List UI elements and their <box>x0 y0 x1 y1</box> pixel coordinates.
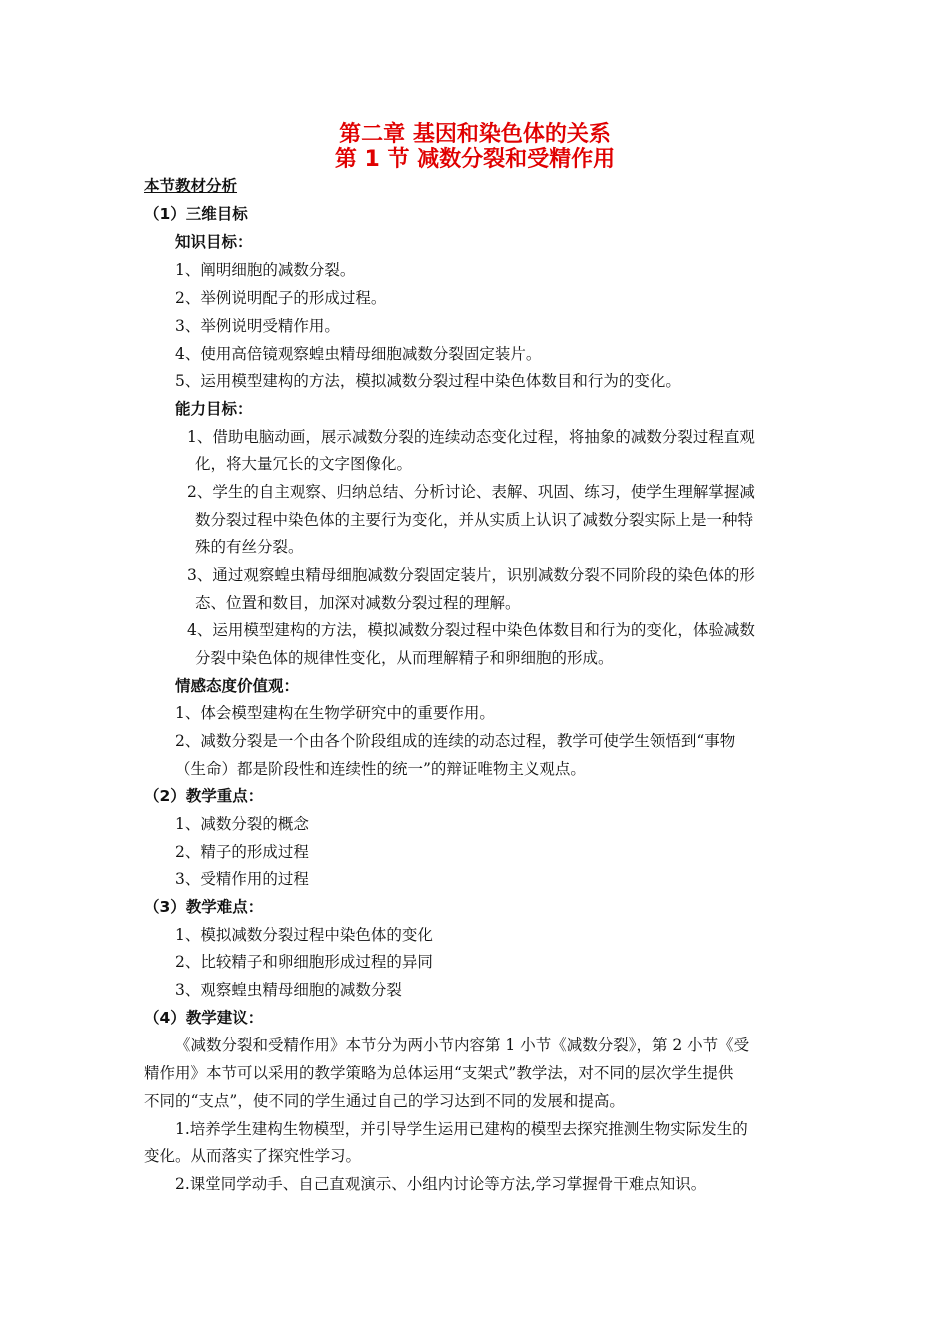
ability-text-line: 4、运用模型建构的方法，模拟减数分裂过程中染色体数目和行为的变化，体验减数 <box>187 621 755 639</box>
knowledge-item: 5、运用模型建构的方法，模拟减数分裂过程中染色体数目和行为的变化。 <box>175 372 681 390</box>
ability-text-line: 殊的有丝分裂。 <box>195 538 304 556</box>
suggestion-text-line: 《减数分裂和受精作用》本节分为两小节内容第 1 小节《减数分裂》，第 2 小节《受 <box>175 1036 750 1054</box>
suggestion-text-line: 1.培养学生建构生物模型，并引导学生运用已建构的模型去探究推测生物实际发生的 <box>175 1120 748 1138</box>
key-points-heading: （2）教学重点： <box>144 787 264 805</box>
ability-text-line: 2、学生的自主观察、归纳总结、分析讨论、表解、巩固、练习，使学生理解掌握减 <box>187 483 755 501</box>
ability-text-line: 化，将大量冗长的文字图像化。 <box>195 455 413 473</box>
suggestions-heading: （4）教学建议： <box>144 1009 264 1027</box>
key-point-item: 2、精子的形成过程 <box>175 843 309 861</box>
goals-heading: （1）三维目标 <box>144 205 248 223</box>
ability-goals-label: 能力目标： <box>175 400 253 418</box>
ability-text-line: 态、位置和数目，加深对减数分裂过程的理解。 <box>195 594 521 612</box>
ability-text-line: 分裂中染色体的规律性变化，从而理解精子和卵细胞的形成。 <box>195 649 614 667</box>
difficulties-heading: （3）教学难点： <box>144 898 264 916</box>
knowledge-item: 3、举例说明受精作用。 <box>175 317 340 335</box>
difficulty-item: 3、观察蝗虫精母细胞的减数分裂 <box>175 981 402 999</box>
ability-text-line: 3、通过观察蝗虫精母细胞减数分裂固定装片，识别减数分裂不同阶段的染色体的形 <box>187 566 755 584</box>
section-title: 第 1 节 减数分裂和受精作用 <box>334 147 616 172</box>
knowledge-goals-label: 知识目标： <box>175 233 253 251</box>
emotion-text-line: （生命）都是阶段性和连续性的统一”的辩证唯物主义观点。 <box>175 760 586 778</box>
key-point-item: 1、减数分裂的概念 <box>175 815 309 833</box>
ability-text-line: 1、借助电脑动画，展示减数分裂的连续动态变化过程，将抽象的减数分裂过程直观 <box>187 428 755 446</box>
key-point-item: 3、受精作用的过程 <box>175 870 309 888</box>
analysis-heading: 本节教材分析 <box>144 177 238 195</box>
emotion-text-line: 1、体会模型建构在生物学研究中的重要作用。 <box>175 704 495 722</box>
suggestion-text-line: 不同的“支点”，使不同的学生通过自己的学习达到不同的发展和提高。 <box>144 1092 625 1110</box>
chapter-title: 第二章 基因和染色体的关系 <box>339 122 611 147</box>
knowledge-item: 2、举例说明配子的形成过程。 <box>175 289 387 307</box>
emotion-goals-label: 情感态度价值观： <box>175 677 300 695</box>
knowledge-item: 4、使用高倍镜观察蝗虫精母细胞减数分裂固定装片。 <box>175 345 542 363</box>
suggestion-text-line: 精作用》本节可以采用的教学策略为总体运用“支架式”教学法，对不同的层次学生提供 <box>144 1064 734 1082</box>
suggestion-text-line: 变化。从而落实了探究性学习。 <box>144 1147 362 1165</box>
suggestion-text-line: 2.课堂同学动手、自己直观演示、小组内讨论等方法,学习掌握骨干难点知识。 <box>175 1175 707 1193</box>
emotion-text-line: 2、减数分裂是一个由各个阶段组成的连续的动态过程，教学可使学生领悟到“事物 <box>175 732 736 750</box>
difficulty-item: 1、模拟减数分裂过程中染色体的变化 <box>175 926 433 944</box>
knowledge-item: 1、阐明细胞的减数分裂。 <box>175 261 356 279</box>
difficulty-item: 2、比较精子和卵细胞形成过程的异同 <box>175 953 433 971</box>
ability-text-line: 数分裂过程中染色体的主要行为变化，并从实质上认识了减数分裂实际上是一种特 <box>195 511 754 529</box>
